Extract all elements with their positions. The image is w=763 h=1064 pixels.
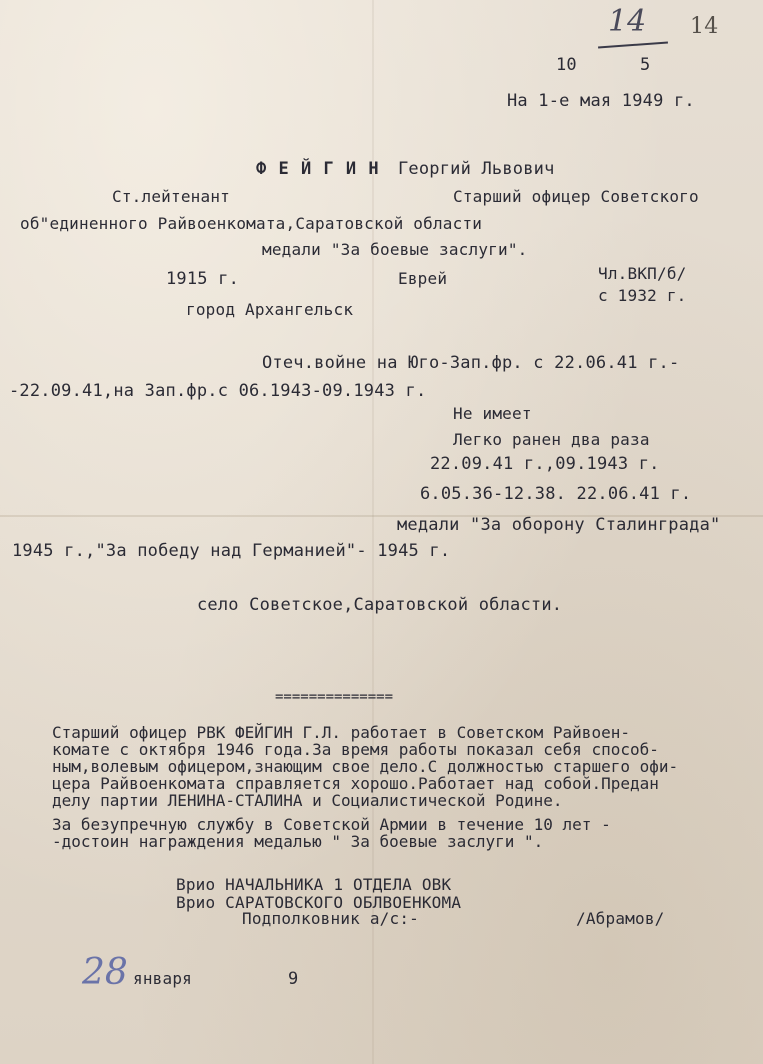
characteristic-line: -достоин награждения медалью " За боевые заслуги ". — [52, 832, 544, 851]
characteristic-line: делу партии ЛЕНИНА-СТАЛИНА и Социалистической Родине. — [52, 791, 563, 810]
medals-line-2: 1945 г.,"За победу над Германией"- 1945 г. — [12, 541, 451, 561]
rank: Ст.лейтенант — [112, 187, 230, 206]
signature-rank: Подполковник а/с:- — [242, 909, 419, 928]
characteristic-line: Старший офицер РВК ФЕЙГИН Г.Л. работает в Советском Райвоен- — [52, 723, 630, 742]
wounds-line-1: Легко ранен два раза — [453, 430, 650, 449]
characteristic-paragraph — [52, 724, 752, 850]
handwritten-day: 28 — [82, 952, 128, 993]
medals-line-1: медали "За оборону Сталинграда" — [397, 515, 721, 535]
surname: Ф Е Й Г И Н — [256, 159, 380, 179]
footer-month: января — [133, 969, 192, 988]
characteristic-line: комате с октября 1946 года.За время работы показал себя способ- — [52, 740, 659, 759]
ref-number-left: 10 — [556, 55, 577, 75]
nationality: Еврей — [398, 269, 448, 288]
army-service-dates: 6.05.36-12.38. 22.06.41 г. — [420, 484, 692, 504]
position-line-1: Старший офицер Советского — [453, 187, 699, 206]
characteristic-line: цера Райвоенкомата справляется хорошо.Работает над собой.Предан — [52, 774, 659, 793]
date-line: На 1-е мая 1949 г. — [507, 91, 695, 111]
home-address: село Советское,Саратовской области. — [197, 595, 563, 615]
characteristic-line: За безупречную службу в Советской Армии в течение 10 лет - — [52, 815, 611, 834]
signatory-name: /Абрамов/ — [576, 909, 665, 928]
birth-year: 1915 г. — [166, 269, 240, 289]
award-nomination: медали "За боевые заслуги". — [262, 240, 528, 259]
signature-title-line-1: Врио НАЧАЛЬНИКА 1 ОТДЕЛА ОВК — [176, 875, 452, 894]
wounds-line-2: 22.09.41 г.,09.1943 г. — [430, 454, 660, 474]
footer-year: 9 — [288, 969, 299, 989]
party-membership-line-2: с 1932 г. — [598, 286, 687, 305]
signature-title-line-2: Врио САРАТОВСКОГО ОБЛВОЕНКОМА — [176, 893, 462, 912]
birthplace: город Архангельск — [186, 300, 354, 319]
separator-line: ============== — [275, 689, 394, 705]
party-membership-line-1: Чл.ВКП/б/ — [598, 264, 687, 283]
printed-page-number: 14 — [690, 14, 719, 39]
war-service-line-1: Отеч.войне на Юго-Зап.фр. с 22.06.41 г.- — [262, 353, 680, 373]
characteristic-line: ным,волевым офицером,знающим свое дело.С должностью старшего офи- — [52, 757, 679, 776]
given-names: Георгий Львович — [398, 159, 555, 179]
position-line-2: об"единенного Райвоенкомата,Саратовской области — [20, 214, 483, 233]
ref-number-right: 5 — [640, 55, 651, 75]
war-service-line-2: -22.09.41,на Зап.фр.с 06.1943-09.1943 г. — [9, 381, 427, 401]
previous-awards: Не имеет — [453, 404, 532, 423]
page-number-underline — [598, 42, 668, 49]
handwritten-page-number: 14 — [608, 4, 647, 39]
